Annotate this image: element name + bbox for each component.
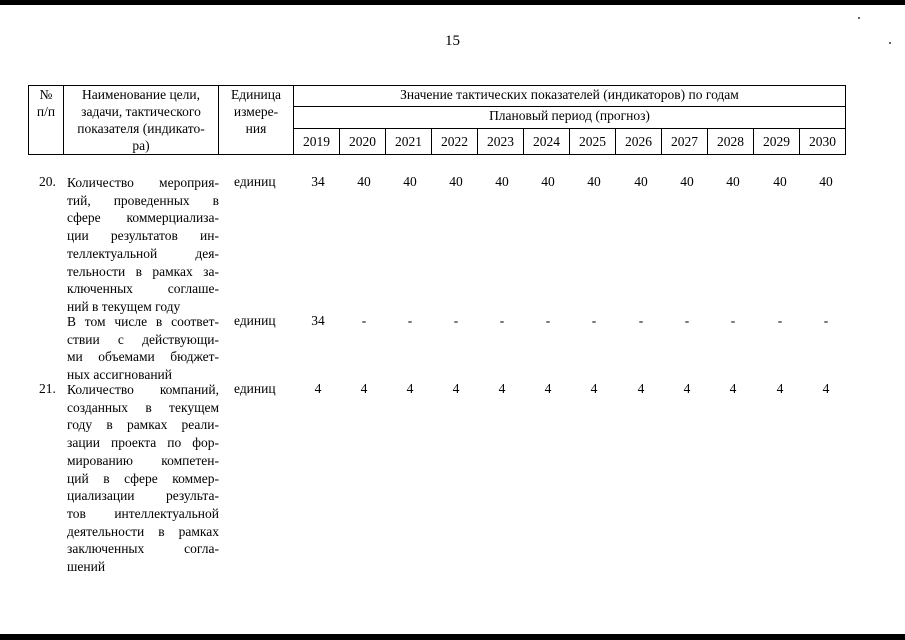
row-name-line: созданных в текущем	[67, 399, 219, 415]
row-value: 4	[729, 381, 737, 396]
header-table	[28, 85, 846, 155]
row-value: 4	[452, 381, 460, 396]
row-name	[67, 313, 219, 384]
row-value: -	[545, 313, 551, 328]
row-unit: единиц	[234, 174, 276, 189]
header-name-line: показателя (индикато-	[77, 121, 205, 136]
row-name-line: ции результатов ин-	[67, 228, 219, 244]
row-name-line: мированию компетен-	[67, 452, 219, 468]
row-name	[67, 381, 219, 576]
header-name-cell	[64, 86, 219, 155]
row-value: -	[499, 313, 505, 328]
row-name-line: ключенных соглаше-	[67, 281, 219, 297]
row-name-line: зации проекта по фор-	[67, 435, 219, 451]
row-value: 34	[311, 174, 325, 189]
row-name-line: деятельности в рамках	[67, 523, 219, 539]
row-value: 40	[634, 174, 648, 189]
row-value: 40	[357, 174, 371, 189]
row-value: 40	[587, 174, 601, 189]
header-year: 2020	[340, 128, 386, 154]
header-year: 2028	[708, 128, 754, 154]
header-unit-line: Единица	[230, 87, 281, 102]
row-value: 4	[590, 381, 598, 396]
row-value: 40	[541, 174, 555, 189]
row-name-line: Количество мероприя-	[67, 175, 219, 190]
row-value: -	[684, 313, 690, 328]
row-unit: единиц	[234, 381, 276, 396]
row-name-line: ций в сфере коммер-	[67, 470, 219, 486]
row-value: -	[453, 313, 459, 328]
header-values-title: Значение тактических показателей (индикаторов) по годам	[294, 86, 846, 107]
row-name-line: тий, проведенных в	[67, 192, 219, 208]
row-name	[67, 174, 219, 316]
row-number: 21.	[39, 381, 56, 396]
row-value: 40	[449, 174, 463, 189]
row-value: -	[638, 313, 644, 328]
row-name-line: ствии с действующи-	[67, 331, 219, 347]
row-value: -	[823, 313, 829, 328]
row-value: -	[730, 313, 736, 328]
header-num-cell	[29, 86, 64, 155]
row-value: 40	[773, 174, 787, 189]
top-scan-border	[0, 0, 905, 5]
header-name-line: задачи, тактического	[81, 104, 201, 119]
row-name-line: заключенных согла-	[67, 541, 219, 557]
row-value: -	[777, 313, 783, 328]
row-value: 4	[683, 381, 691, 396]
row-value: 4	[637, 381, 645, 396]
header-year: 2026	[616, 128, 662, 154]
header-year: 2025	[570, 128, 616, 154]
header-year: 2029	[754, 128, 800, 154]
page-number: 15	[445, 33, 460, 49]
header-unit-line: измере-	[233, 104, 279, 119]
row-value: 4	[544, 381, 552, 396]
row-value: -	[361, 313, 367, 328]
row-value: 4	[360, 381, 368, 396]
row-value: 40	[680, 174, 694, 189]
header-unit-cell	[219, 86, 294, 155]
header-year: 2021	[386, 128, 432, 154]
header-num-line: №	[39, 87, 53, 102]
header-period: Плановый период (прогноз)	[294, 107, 846, 128]
row-value: 4	[776, 381, 784, 396]
header-name-line: Наименование цели,	[81, 87, 201, 102]
row-value: 40	[819, 174, 833, 189]
row-value: 40	[726, 174, 740, 189]
row-value: 4	[498, 381, 506, 396]
header-year: 2019	[294, 128, 340, 154]
row-value: 4	[314, 381, 322, 396]
row-value: -	[407, 313, 413, 328]
row-name-line: году в рамках реали-	[67, 417, 219, 433]
row-value: -	[591, 313, 597, 328]
row-value: 34	[311, 313, 325, 328]
row-number: 20.	[39, 174, 56, 189]
row-name-line: тельности в рамках за-	[67, 263, 219, 279]
header-year: 2030	[800, 128, 846, 154]
row-name-line: ми объемами бюджет-	[67, 349, 219, 365]
header-year: 2027	[662, 128, 708, 154]
row-name-line: сфере коммерциализа-	[67, 210, 219, 226]
row-name-line: тов интеллектуальной	[67, 505, 219, 521]
header-name-line: ра)	[132, 138, 150, 153]
header-unit-line: ния	[245, 121, 267, 136]
row-value: 40	[403, 174, 417, 189]
row-name-line: Количество компаний,	[67, 382, 219, 397]
row-unit: единиц	[234, 313, 276, 328]
header-year: 2023	[478, 128, 524, 154]
bottom-scan-border	[0, 634, 905, 640]
row-name-line: циализации результа-	[67, 488, 219, 504]
row-name-line: теллектуальной дея-	[67, 245, 219, 261]
row-value: 4	[406, 381, 414, 396]
header-year: 2024	[524, 128, 570, 154]
row-name-line: ных ассигнований	[67, 367, 172, 383]
header-num-line: п/п	[36, 104, 56, 119]
header-year: 2022	[432, 128, 478, 154]
row-value: 4	[822, 381, 830, 396]
row-value: 40	[495, 174, 509, 189]
row-name-line: шений	[67, 559, 106, 575]
row-name-line: В том числе в соответ-	[67, 314, 219, 329]
row-name-line: ний в текущем году	[67, 298, 181, 314]
scan-speck	[858, 17, 860, 19]
